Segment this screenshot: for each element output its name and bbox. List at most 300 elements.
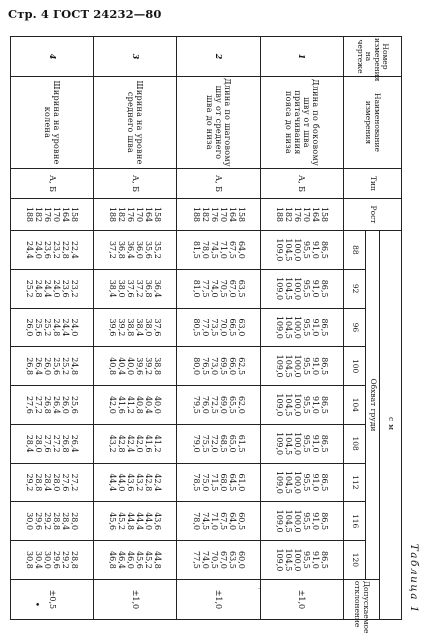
cell-value: 23,2 [70, 279, 80, 298]
cell-value: 37,2 [108, 240, 118, 259]
cell-value: 36,8 [117, 240, 127, 259]
cell-value: 104,5 [283, 509, 293, 533]
cell-value: 40,4 [117, 357, 127, 376]
value-column [177, 269, 260, 308]
cell-value: 86,5 [319, 279, 329, 298]
height-value: 158 [153, 206, 163, 223]
cell-value: 104,5 [283, 548, 293, 572]
cell-value: 64,0 [236, 240, 246, 259]
cell-value: 25,6 [52, 357, 62, 376]
cell-value: 62,5 [236, 357, 246, 376]
cell-value: 67,5 [227, 240, 237, 259]
cell-value: 104,5 [283, 354, 293, 378]
cell-value: 76,5 [200, 357, 210, 376]
cell-value: 75,5 [200, 434, 210, 453]
cell-value: 29,6 [52, 551, 62, 569]
cell-value: 28,4 [43, 473, 53, 492]
header-row-unit [380, 37, 402, 620]
value-column [177, 347, 260, 386]
cell-value: 30,0 [25, 512, 35, 531]
cell-value: 109,0 [274, 470, 284, 494]
cell-value: 104,5 [283, 393, 293, 417]
cell-value: 24,0 [52, 279, 62, 298]
height-value: 158 [319, 206, 329, 223]
cell-value: 95,5 [301, 279, 311, 298]
height-value: 164 [144, 206, 154, 223]
value-column [94, 424, 177, 463]
cell-value: 24,0 [70, 318, 80, 337]
page-header: Стр. 4 ГОСТ 24232—80 [8, 7, 162, 21]
cell-value: 45,6 [135, 551, 145, 569]
height-value: 182 [200, 206, 210, 223]
value-column [177, 424, 260, 463]
value-column [94, 502, 177, 541]
cell-value: 72,5 [209, 395, 219, 414]
cell-value: 35,2 [153, 240, 163, 259]
cell-value: 104,5 [283, 238, 293, 262]
cell-value: 72,0 [209, 434, 219, 453]
cell-value: 62,0 [236, 395, 246, 414]
cell-value: 100,0 [292, 393, 302, 417]
value-column [260, 386, 343, 425]
cell-value: 67,0 [218, 551, 228, 569]
cell-value: 109,0 [274, 393, 284, 417]
cell-value: 75,0 [200, 473, 210, 492]
measurement-name: Ширина на уровне среднего шва [94, 77, 177, 169]
cell-value: 65,5 [227, 395, 237, 414]
cell-value: 109,0 [274, 432, 284, 456]
cell-value: 77,5 [191, 551, 201, 569]
height-value: 188 [108, 206, 118, 223]
cell-value: 70,0 [218, 318, 228, 337]
cell-value: 70,5 [218, 279, 228, 298]
table-row [94, 37, 177, 620]
cell-value: 104,5 [283, 315, 293, 339]
cell-value: 65,0 [227, 434, 237, 453]
cell-value: 109,0 [274, 548, 284, 572]
cell-value: 40,0 [153, 395, 163, 414]
cell-value: 41,6 [117, 395, 127, 414]
value-column [260, 424, 343, 463]
cell-value: 25,2 [43, 318, 53, 337]
value-column [11, 269, 94, 308]
cell-value: 39,2 [144, 357, 154, 376]
cell-value: 24,4 [43, 279, 53, 298]
cell-value: 44,8 [126, 512, 136, 531]
cell-value: 30,0 [43, 551, 53, 569]
cell-value: 43,2 [135, 473, 145, 492]
cell-value: 60,5 [236, 512, 246, 531]
measurement-number: 2 [177, 37, 260, 77]
cell-value: 46,0 [126, 551, 136, 569]
height-value: 182 [34, 206, 44, 223]
height-value: 158 [236, 206, 246, 223]
header-chest-108: 108 [344, 424, 366, 463]
cell-value: 24,0 [34, 240, 44, 259]
cell-value: 28,8 [70, 551, 80, 569]
cell-value: 37,2 [135, 279, 145, 298]
height-value: 188 [191, 206, 201, 223]
cell-value: 24,8 [34, 279, 44, 298]
cell-value: 27,2 [52, 434, 62, 453]
cell-value: 22,4 [70, 240, 80, 259]
value-column [177, 502, 260, 541]
cell-value: 29,2 [61, 551, 71, 569]
header-tolerance: Допускаемое отклонение [344, 579, 380, 619]
measurement-number: 1 [260, 37, 343, 77]
cell-value: 73,5 [209, 318, 219, 337]
value-column [177, 308, 260, 347]
height-value: 176 [292, 206, 302, 223]
cell-value: 86,5 [319, 551, 329, 569]
cell-value: 46,4 [117, 551, 127, 569]
measurement-table [10, 36, 402, 634]
cell-value: 104,5 [283, 470, 293, 494]
value-column [260, 308, 343, 347]
height-value: 170 [52, 206, 62, 223]
header-height: Рост [344, 199, 402, 231]
height-value: 164 [310, 206, 320, 223]
cell-value: 39,2 [117, 318, 127, 337]
table-caption: Таблица 1 [408, 543, 420, 614]
height-value: 170 [135, 206, 145, 223]
cell-value: 42,4 [153, 473, 163, 492]
cell-value: 25,6 [34, 318, 44, 337]
table-row [177, 37, 260, 620]
cell-value: 28,0 [34, 434, 44, 453]
cell-value: 42,0 [135, 434, 145, 453]
height-value: 158 [70, 206, 80, 223]
cell-value: 86,5 [319, 473, 329, 492]
cell-value: 27,2 [34, 395, 44, 414]
cell-value: 79,0 [191, 434, 201, 453]
cell-value: 24,4 [25, 240, 35, 259]
value-column [260, 541, 343, 580]
cell-value: 22,8 [61, 240, 71, 259]
header-chest-88: 88 [344, 231, 366, 270]
scan-dot: • [35, 601, 41, 611]
value-column [94, 308, 177, 347]
cell-value: 41,2 [153, 434, 163, 453]
cell-value: 25,2 [61, 357, 71, 376]
cell-value: 28,4 [25, 434, 35, 453]
cell-value: 40,4 [144, 395, 154, 414]
value-column [94, 463, 177, 502]
cell-value: 23,2 [52, 240, 62, 259]
measurement-name: Ширина на уровне колена [11, 77, 94, 169]
cell-value: 42,0 [108, 395, 118, 414]
cell-value: 23,6 [61, 279, 71, 298]
header-chest-112: 112 [344, 463, 366, 502]
cell-value: 44,0 [144, 512, 154, 531]
header-chest-96: 96 [344, 308, 366, 347]
height-value: 182 [117, 206, 127, 223]
measurement-type: А, Б [11, 169, 94, 199]
cell-value: 91,0 [310, 512, 320, 531]
cell-value: 68,5 [218, 434, 228, 453]
cell-value: 74,0 [209, 279, 219, 298]
cell-value: 70,5 [209, 551, 219, 569]
table-body [11, 37, 344, 620]
value-column [11, 541, 94, 580]
cell-value: 29,2 [43, 512, 53, 531]
cell-value: 91,0 [310, 279, 320, 298]
cell-value: 39,6 [135, 357, 145, 376]
rotated-table-area [8, 36, 420, 634]
cell-value: 73,0 [209, 357, 219, 376]
cell-value: 38,4 [135, 318, 145, 337]
value-column [94, 386, 177, 425]
cell-value: 64,0 [227, 512, 237, 531]
height-value: 170 [301, 206, 311, 223]
cell-value: 28,8 [34, 473, 44, 492]
cell-value: 68,0 [218, 473, 228, 492]
height-value: 164 [61, 206, 71, 223]
height-value: 170 [218, 206, 228, 223]
height-value: 188 [25, 206, 35, 223]
cell-value: 36,0 [135, 240, 145, 259]
cell-value: 24,8 [52, 318, 62, 337]
value-column [11, 308, 94, 347]
measurement-type: А, Б [94, 169, 177, 199]
measurement-name: Длина по боковому шву от шва притачивания пояса до низа [260, 77, 343, 169]
tolerance-value: ±1,0 [260, 579, 343, 619]
height-value: 176 [43, 206, 53, 223]
cell-value: 95,5 [301, 318, 311, 337]
cell-value: 38,0 [144, 318, 154, 337]
cell-value: 67,0 [227, 279, 237, 298]
cell-value: 100,0 [292, 277, 302, 301]
value-column [11, 347, 94, 386]
cell-value: 30,8 [25, 551, 35, 569]
cell-value: 42,4 [126, 434, 136, 453]
cell-value: 100,0 [292, 548, 302, 572]
cell-value: 86,5 [319, 240, 329, 259]
cell-value: 81,5 [191, 240, 201, 259]
cell-value: 25,6 [70, 395, 80, 414]
cell-value: 74,5 [209, 240, 219, 259]
value-column [260, 231, 343, 270]
measurement-number: 4 [11, 37, 94, 77]
value-column [260, 502, 343, 541]
cell-value: 67,5 [218, 512, 228, 531]
cell-value: 27,6 [61, 473, 71, 492]
cell-value: 91,0 [310, 357, 320, 376]
height-value: 188 [274, 206, 284, 223]
cell-value: 95,5 [301, 512, 311, 531]
cell-value: 74,5 [200, 512, 210, 531]
cell-value: 28,0 [52, 473, 62, 492]
header-num: Номер измерения на чертеже [344, 37, 402, 77]
cell-value: 95,5 [301, 240, 311, 259]
cell-value: 100,0 [292, 238, 302, 262]
cell-value: 61,0 [236, 473, 246, 492]
cell-value: 28,0 [70, 512, 80, 531]
cell-value: 91,0 [310, 240, 320, 259]
header-chest-92: 92 [344, 269, 366, 308]
cell-value: 36,4 [153, 279, 163, 298]
cell-value: 40,8 [135, 395, 145, 414]
value-column [260, 347, 343, 386]
cell-value: 38,0 [117, 279, 127, 298]
height-list [11, 199, 94, 231]
value-column [11, 424, 94, 463]
cell-value: 45,2 [144, 551, 154, 569]
cell-value: 26,8 [61, 434, 71, 453]
cell-value: 91,0 [310, 434, 320, 453]
cell-value: 78,5 [191, 473, 201, 492]
cell-value: 109,0 [274, 277, 284, 301]
cell-value: 26,4 [34, 357, 44, 376]
cell-value: 43,6 [126, 473, 136, 492]
cell-value: 95,5 [301, 434, 311, 453]
cell-value: 91,0 [310, 318, 320, 337]
cell-value: 109,0 [274, 315, 284, 339]
cell-value: 45,6 [108, 512, 118, 531]
cell-value: 64,5 [227, 473, 237, 492]
tolerance-value: ±0,5 [11, 579, 94, 619]
cell-value: 30,4 [34, 551, 44, 569]
cell-value: 24,8 [70, 357, 80, 376]
cell-value: 95,5 [301, 357, 311, 376]
cell-value: 91,0 [310, 473, 320, 492]
header-chest-100: 100 [344, 347, 366, 386]
cell-value: 80,5 [191, 318, 201, 337]
cell-value: 100,0 [292, 315, 302, 339]
measurement-name: Длина по шаговому шву от среднего шва до низа [177, 77, 260, 169]
value-column [11, 463, 94, 502]
cell-value: 26,8 [43, 395, 53, 414]
cell-value: 43,2 [108, 434, 118, 453]
cell-value: 24,4 [61, 318, 71, 337]
cell-value: 100,0 [292, 509, 302, 533]
header-type: Тип [344, 169, 402, 199]
value-column [94, 269, 177, 308]
height-value: 182 [283, 206, 293, 223]
cell-value: 86,5 [319, 512, 329, 531]
cell-value: 42,8 [144, 473, 154, 492]
header-unit: см [380, 231, 402, 620]
cell-value: 78,0 [191, 512, 201, 531]
cell-value: 26,4 [52, 395, 62, 414]
cell-value: 91,0 [310, 551, 320, 569]
cell-value: 81,0 [191, 279, 201, 298]
cell-value: 79,5 [191, 395, 201, 414]
cell-value: 27,6 [25, 395, 35, 414]
header-chest-group: Обхват груди [366, 231, 380, 580]
measurement-type: А, Б [177, 169, 260, 199]
cell-value: 95,5 [301, 551, 311, 569]
cell-value: 109,0 [274, 509, 284, 533]
value-column [94, 541, 177, 580]
scan-mark: . [258, 583, 261, 591]
cell-value: 44,0 [117, 473, 127, 492]
cell-value: 100,0 [292, 354, 302, 378]
value-column [177, 541, 260, 580]
cell-value: 104,5 [283, 277, 293, 301]
value-column [260, 269, 343, 308]
header-chest-116: 116 [344, 502, 366, 541]
cell-value: 40,8 [108, 357, 118, 376]
height-list [260, 199, 343, 231]
table-row [11, 37, 94, 620]
cell-value: 86,5 [319, 357, 329, 376]
cell-value: 100,0 [292, 470, 302, 494]
cell-value: 37,6 [153, 318, 163, 337]
cell-value: 28,4 [61, 512, 71, 531]
cell-value: 27,6 [43, 434, 53, 453]
cell-value: 29,2 [25, 473, 35, 492]
cell-value: 69,0 [218, 395, 228, 414]
value-column [11, 386, 94, 425]
cell-value: 86,5 [319, 434, 329, 453]
cell-value: 44,8 [153, 551, 163, 569]
cell-value: 60,0 [236, 551, 246, 569]
cell-value: 37,6 [126, 279, 136, 298]
cell-value: 38,4 [108, 279, 118, 298]
tolerance-value: ±1,0 [177, 579, 260, 619]
value-column [94, 347, 177, 386]
cell-value: 45,2 [117, 512, 127, 531]
cell-value: 38,8 [153, 357, 163, 376]
cell-value: 74,0 [200, 551, 210, 569]
height-value: 164 [227, 206, 237, 223]
measurement-type: А, Б [260, 169, 343, 199]
cell-value: 27,2 [70, 473, 80, 492]
cell-value: 109,0 [274, 238, 284, 262]
cell-value: 36,8 [144, 279, 154, 298]
cell-value: 76,0 [200, 395, 210, 414]
cell-value: 95,5 [301, 395, 311, 414]
cell-value: 80,0 [191, 357, 201, 376]
cell-value: 35,6 [144, 240, 154, 259]
table-row [260, 37, 343, 620]
measurement-number: 3 [94, 37, 177, 77]
value-column [177, 386, 260, 425]
cell-value: 66,5 [227, 318, 237, 337]
cell-value: 71,5 [209, 473, 219, 492]
cell-value: 26,8 [25, 357, 35, 376]
value-column [94, 231, 177, 270]
cell-value: 69,5 [218, 357, 228, 376]
height-list [94, 199, 177, 231]
cell-value: 78,0 [200, 240, 210, 259]
cell-value: 36,4 [126, 240, 136, 259]
cell-value: 23,6 [43, 240, 53, 259]
header-chest-120: 120 [344, 541, 366, 580]
cell-value: 29,6 [34, 512, 44, 531]
cell-value: 43,6 [153, 512, 163, 531]
cell-value: 86,5 [319, 395, 329, 414]
cell-value: 26,0 [61, 395, 71, 414]
tolerance-value: ±1,0 [94, 579, 177, 619]
cell-value: 46,8 [108, 551, 118, 569]
cell-value: 95,5 [301, 473, 311, 492]
height-list [177, 199, 260, 231]
value-column [11, 231, 94, 270]
cell-value: 104,5 [283, 432, 293, 456]
cell-value: 77,0 [200, 318, 210, 337]
cell-value: 71,0 [218, 240, 228, 259]
height-value: 176 [209, 206, 219, 223]
cell-value: 26,0 [43, 357, 53, 376]
cell-value: 66,0 [227, 357, 237, 376]
cell-value: 71,0 [209, 512, 219, 531]
cell-value: 44,4 [135, 512, 145, 531]
cell-value: 109,0 [274, 354, 284, 378]
cell-value: 91,0 [310, 395, 320, 414]
cell-value: 44,4 [108, 473, 118, 492]
